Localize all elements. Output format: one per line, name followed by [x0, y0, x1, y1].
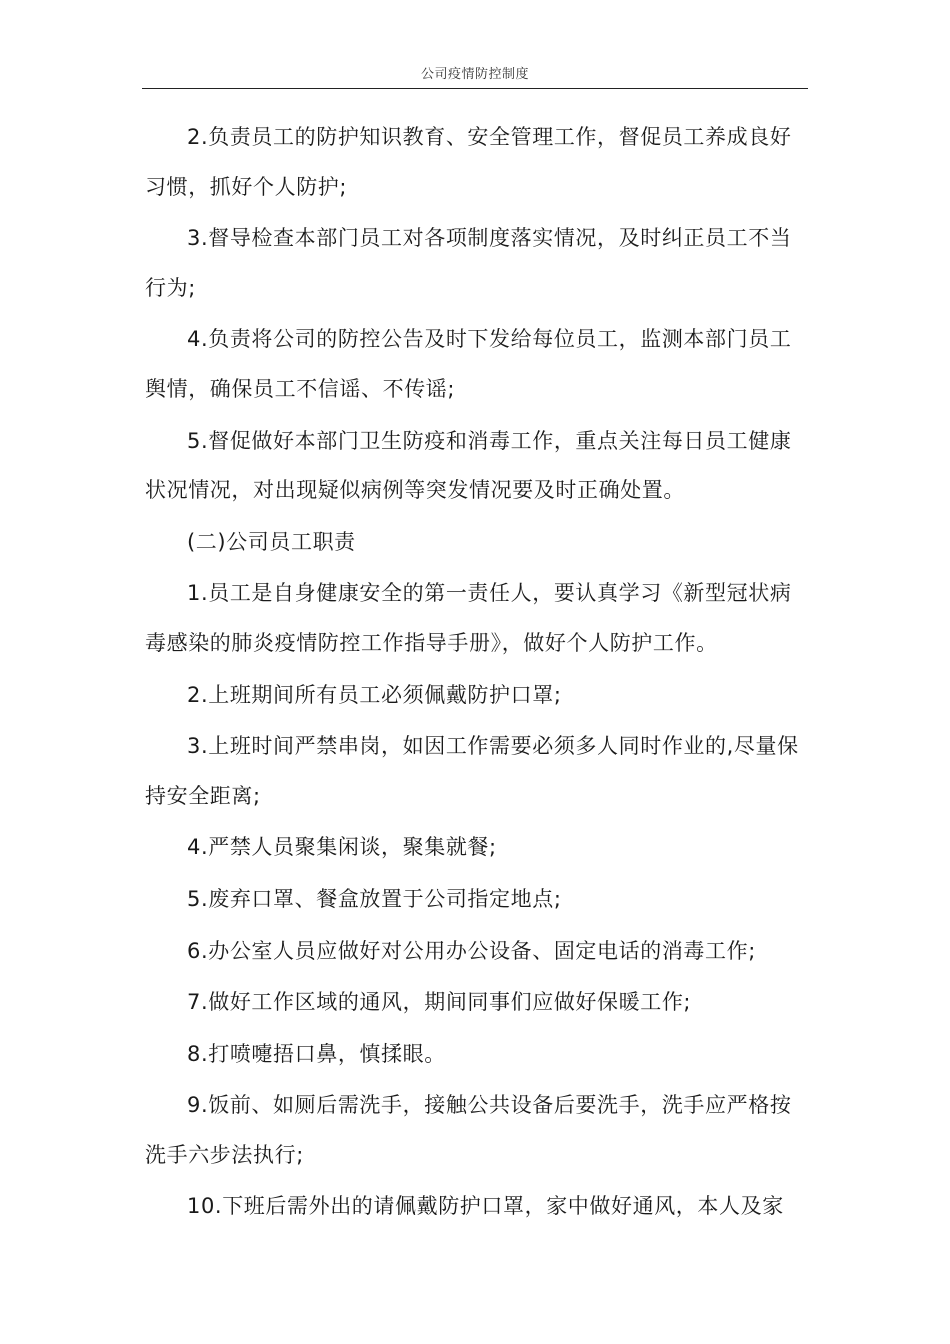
paragraph: 1.员工是自身健康安全的第一责任人，要认真学习《新型冠状病毒感染的肺炎疫情防控工作指导手册》，做好个人防护工作。 [145, 581, 792, 655]
paragraph: 6.办公室人员应做好对公用办公设备、固定电话的消毒工作; [187, 938, 756, 963]
paragraph: 5.督促做好本部门卫生防疫和消毒工作，重点关注每日员工健康状况情况，对出现疑似病例等突发情况要及时正确处置。 [145, 428, 792, 503]
paragraph: 9.饭前、如厕后需洗手，接触公共设备后要洗手，洗手应严格按洗手六步法执行; [145, 1093, 792, 1167]
paragraph: 2.负责员工的防护知识教育、安全管理工作，督促员工养成良好习惯，抓好个人防护; [145, 125, 792, 199]
paragraph: 10.下班后需外出的请佩戴防护口罩，家中做好通风，本人及家 [187, 1194, 784, 1219]
header-title: 公司疫情防控制度 [420, 67, 529, 82]
section-heading: (二)公司员工职责 [187, 529, 356, 554]
paragraph: 4.严禁人员聚集闲谈，聚集就餐; [187, 835, 497, 860]
paragraph: 8.打喷嚏捂口鼻，慎揉眼。 [187, 1041, 446, 1066]
document-body [145, 113, 810, 1234]
paragraph: 2.上班期间所有员工必须佩戴防护口罩; [187, 682, 562, 707]
page-header [142, 62, 808, 89]
paragraph: 7.做好工作区域的通风，期间同事们应做好保暖工作; [187, 990, 692, 1015]
paragraph: 4.负责将公司的防控公告及时下发给每位员工，监测本部门员工舆情，确保员工不信谣、不传谣; [145, 327, 792, 401]
paragraph: 3.上班时间严禁串岗，如因工作需要必须多人同时作业的,尽量保持安全距离; [145, 734, 799, 808]
paragraph: 3.督导检查本部门员工对各项制度落实情况，及时纠正员工不当行为; [145, 226, 792, 300]
paragraph: 5.废弃口罩、餐盒放置于公司指定地点; [187, 886, 562, 911]
